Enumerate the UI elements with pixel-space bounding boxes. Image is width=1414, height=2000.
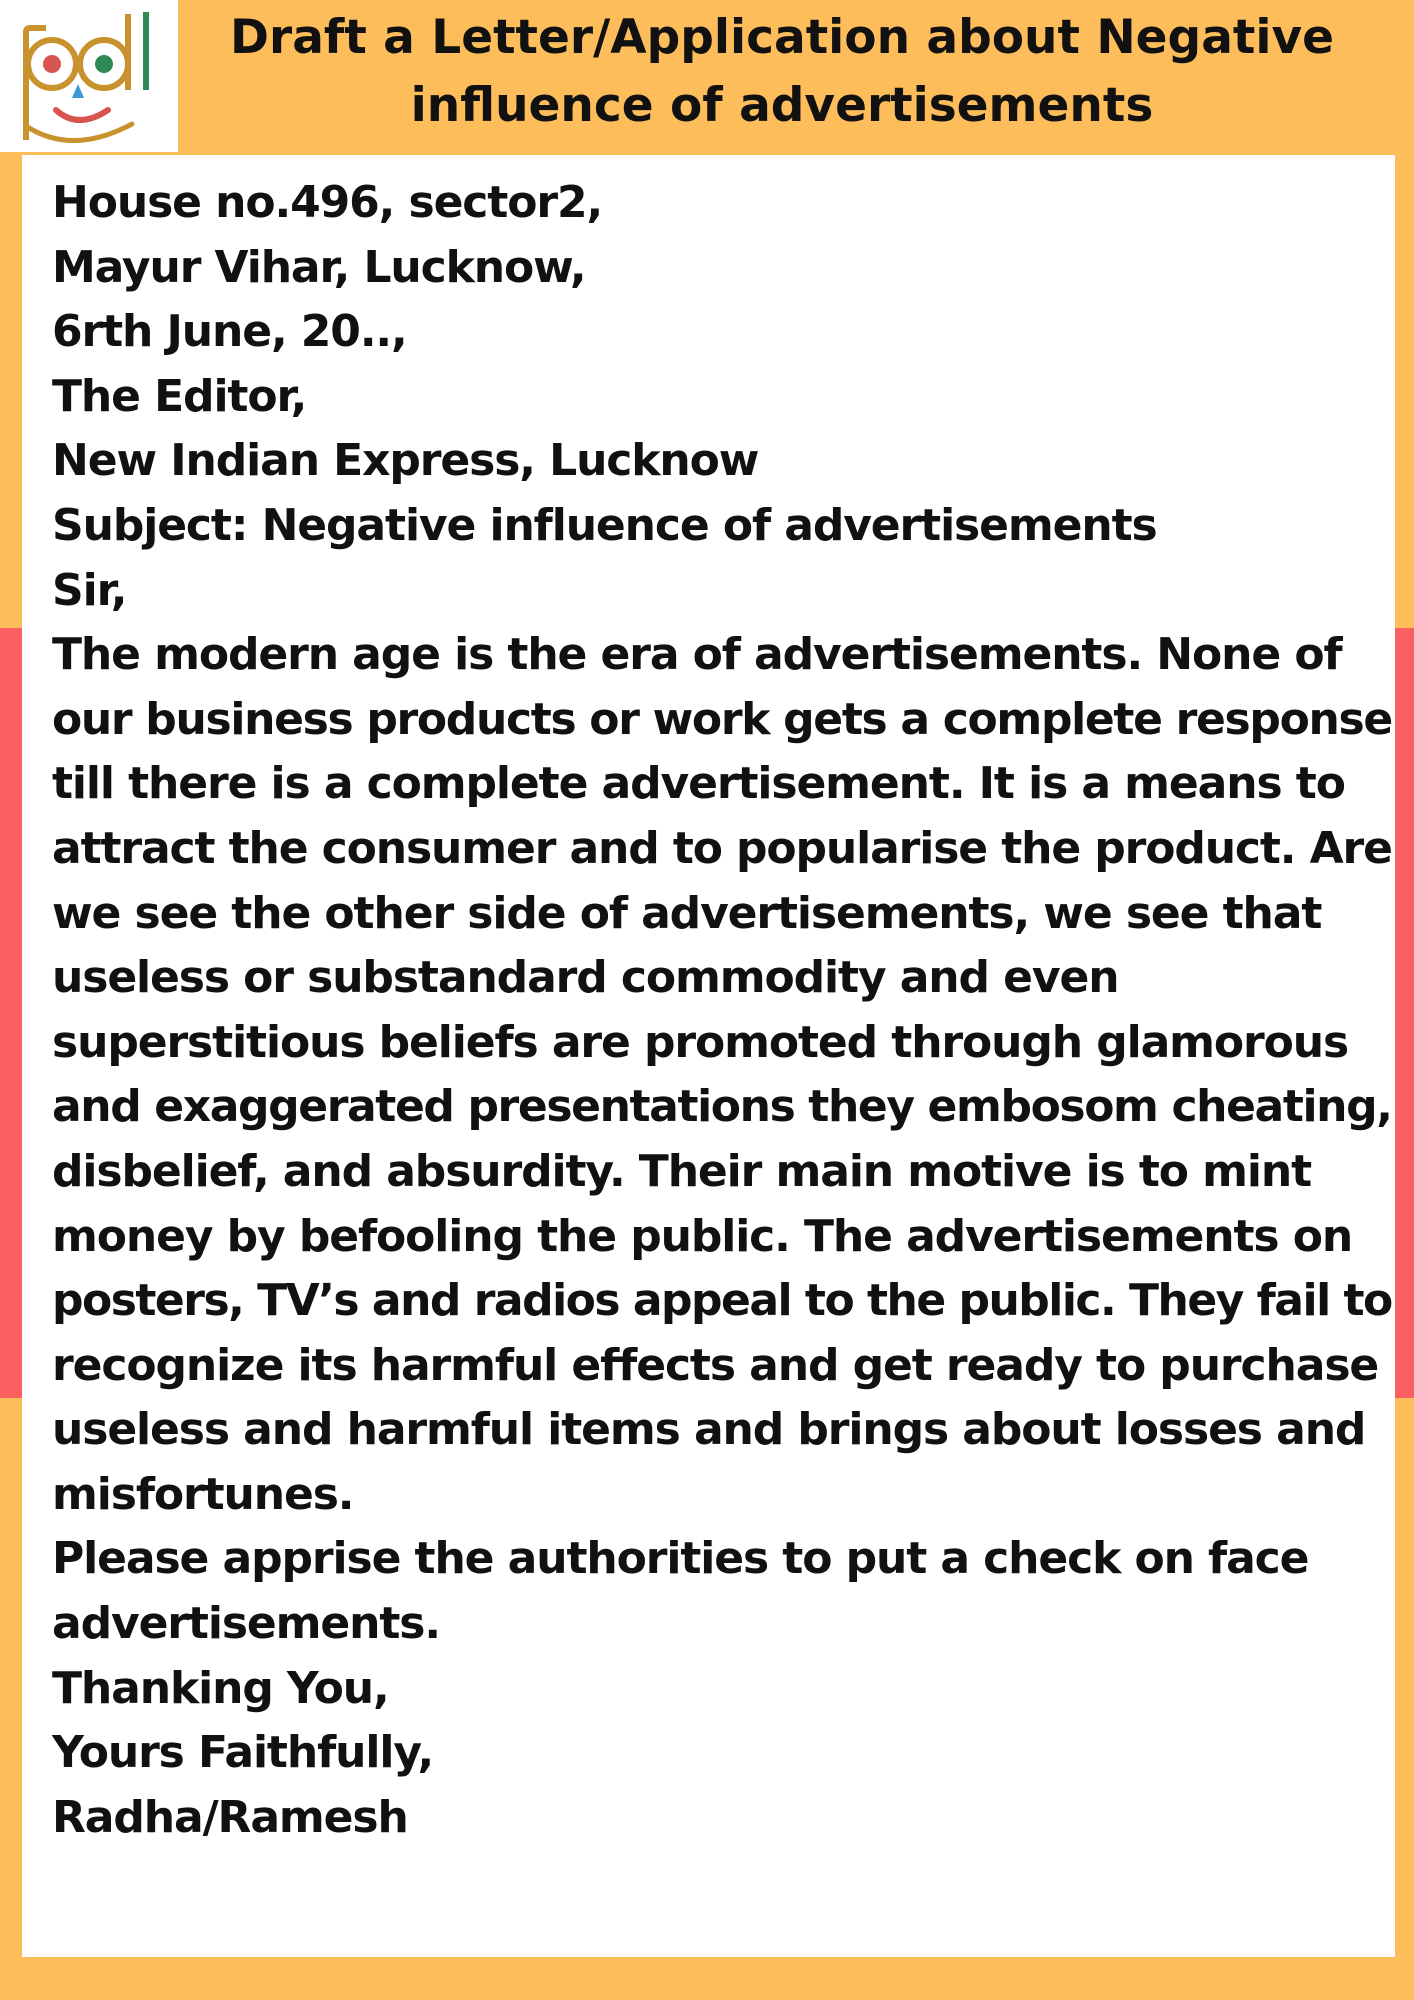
page-title xyxy=(200,4,1364,140)
body-line: and exaggerated presentations they embosom cheating, xyxy=(52,1081,1392,1133)
body-line: useless and harmful items and brings about losses and xyxy=(52,1404,1366,1456)
body-line: we see the other side of advertisements, we see that xyxy=(52,887,1322,939)
body-line: disbelief, and absurdity. Their main motive is to mint xyxy=(52,1145,1312,1197)
body-line: useless or substandard commodity and even xyxy=(52,952,1119,1004)
body-line: our business products or work gets a complete response xyxy=(52,693,1392,745)
letter-subject: Subject: Negative influence of advertisements xyxy=(52,499,1157,551)
request-line: advertisements. xyxy=(52,1598,441,1650)
logo xyxy=(0,0,178,152)
sender-address-line-2: Mayur Vihar, Lucknow, xyxy=(52,241,586,293)
signature: Radha/Ramesh xyxy=(52,1791,408,1843)
logo-face-icon xyxy=(12,6,168,150)
body-line: misfortunes. xyxy=(52,1468,354,1520)
recipient-organization: New Indian Express, Lucknow xyxy=(52,435,759,487)
body-line: recognize its harmful effects and get ready to purchase xyxy=(52,1339,1379,1391)
body-line: money by befooling the public. The advertisements on xyxy=(52,1210,1353,1262)
request-line: Please apprise the authorities to put a check on face xyxy=(52,1533,1309,1585)
svg-text:pdl: pdl xyxy=(12,6,14,7)
body-line: superstitious beliefs are promoted through glamorous xyxy=(52,1016,1349,1068)
closing-thanks: Thanking You, xyxy=(52,1662,389,1714)
body-line: posters, TV’s and radios appeal to the public. They fail to xyxy=(52,1275,1392,1327)
body-line: attract the consumer and to popularise the product. Are xyxy=(52,822,1392,874)
title-line-1: Draft a Letter/Application about Negative xyxy=(230,10,1334,65)
recipient-title: The Editor, xyxy=(52,370,307,422)
closing-yours: Yours Faithfully, xyxy=(52,1727,434,1779)
salutation: Sir, xyxy=(52,564,127,616)
letter-date: 6rth June, 20.., xyxy=(52,306,407,358)
body-line: The modern age is the era of advertisements. None of xyxy=(52,629,1342,681)
title-line-2: influence of advertisements xyxy=(410,78,1154,133)
sender-address-line-1: House no.496, sector2, xyxy=(52,177,603,228)
letter-text xyxy=(52,171,1397,1850)
body-line: till there is a complete advertisement. It is a means to xyxy=(52,758,1345,810)
